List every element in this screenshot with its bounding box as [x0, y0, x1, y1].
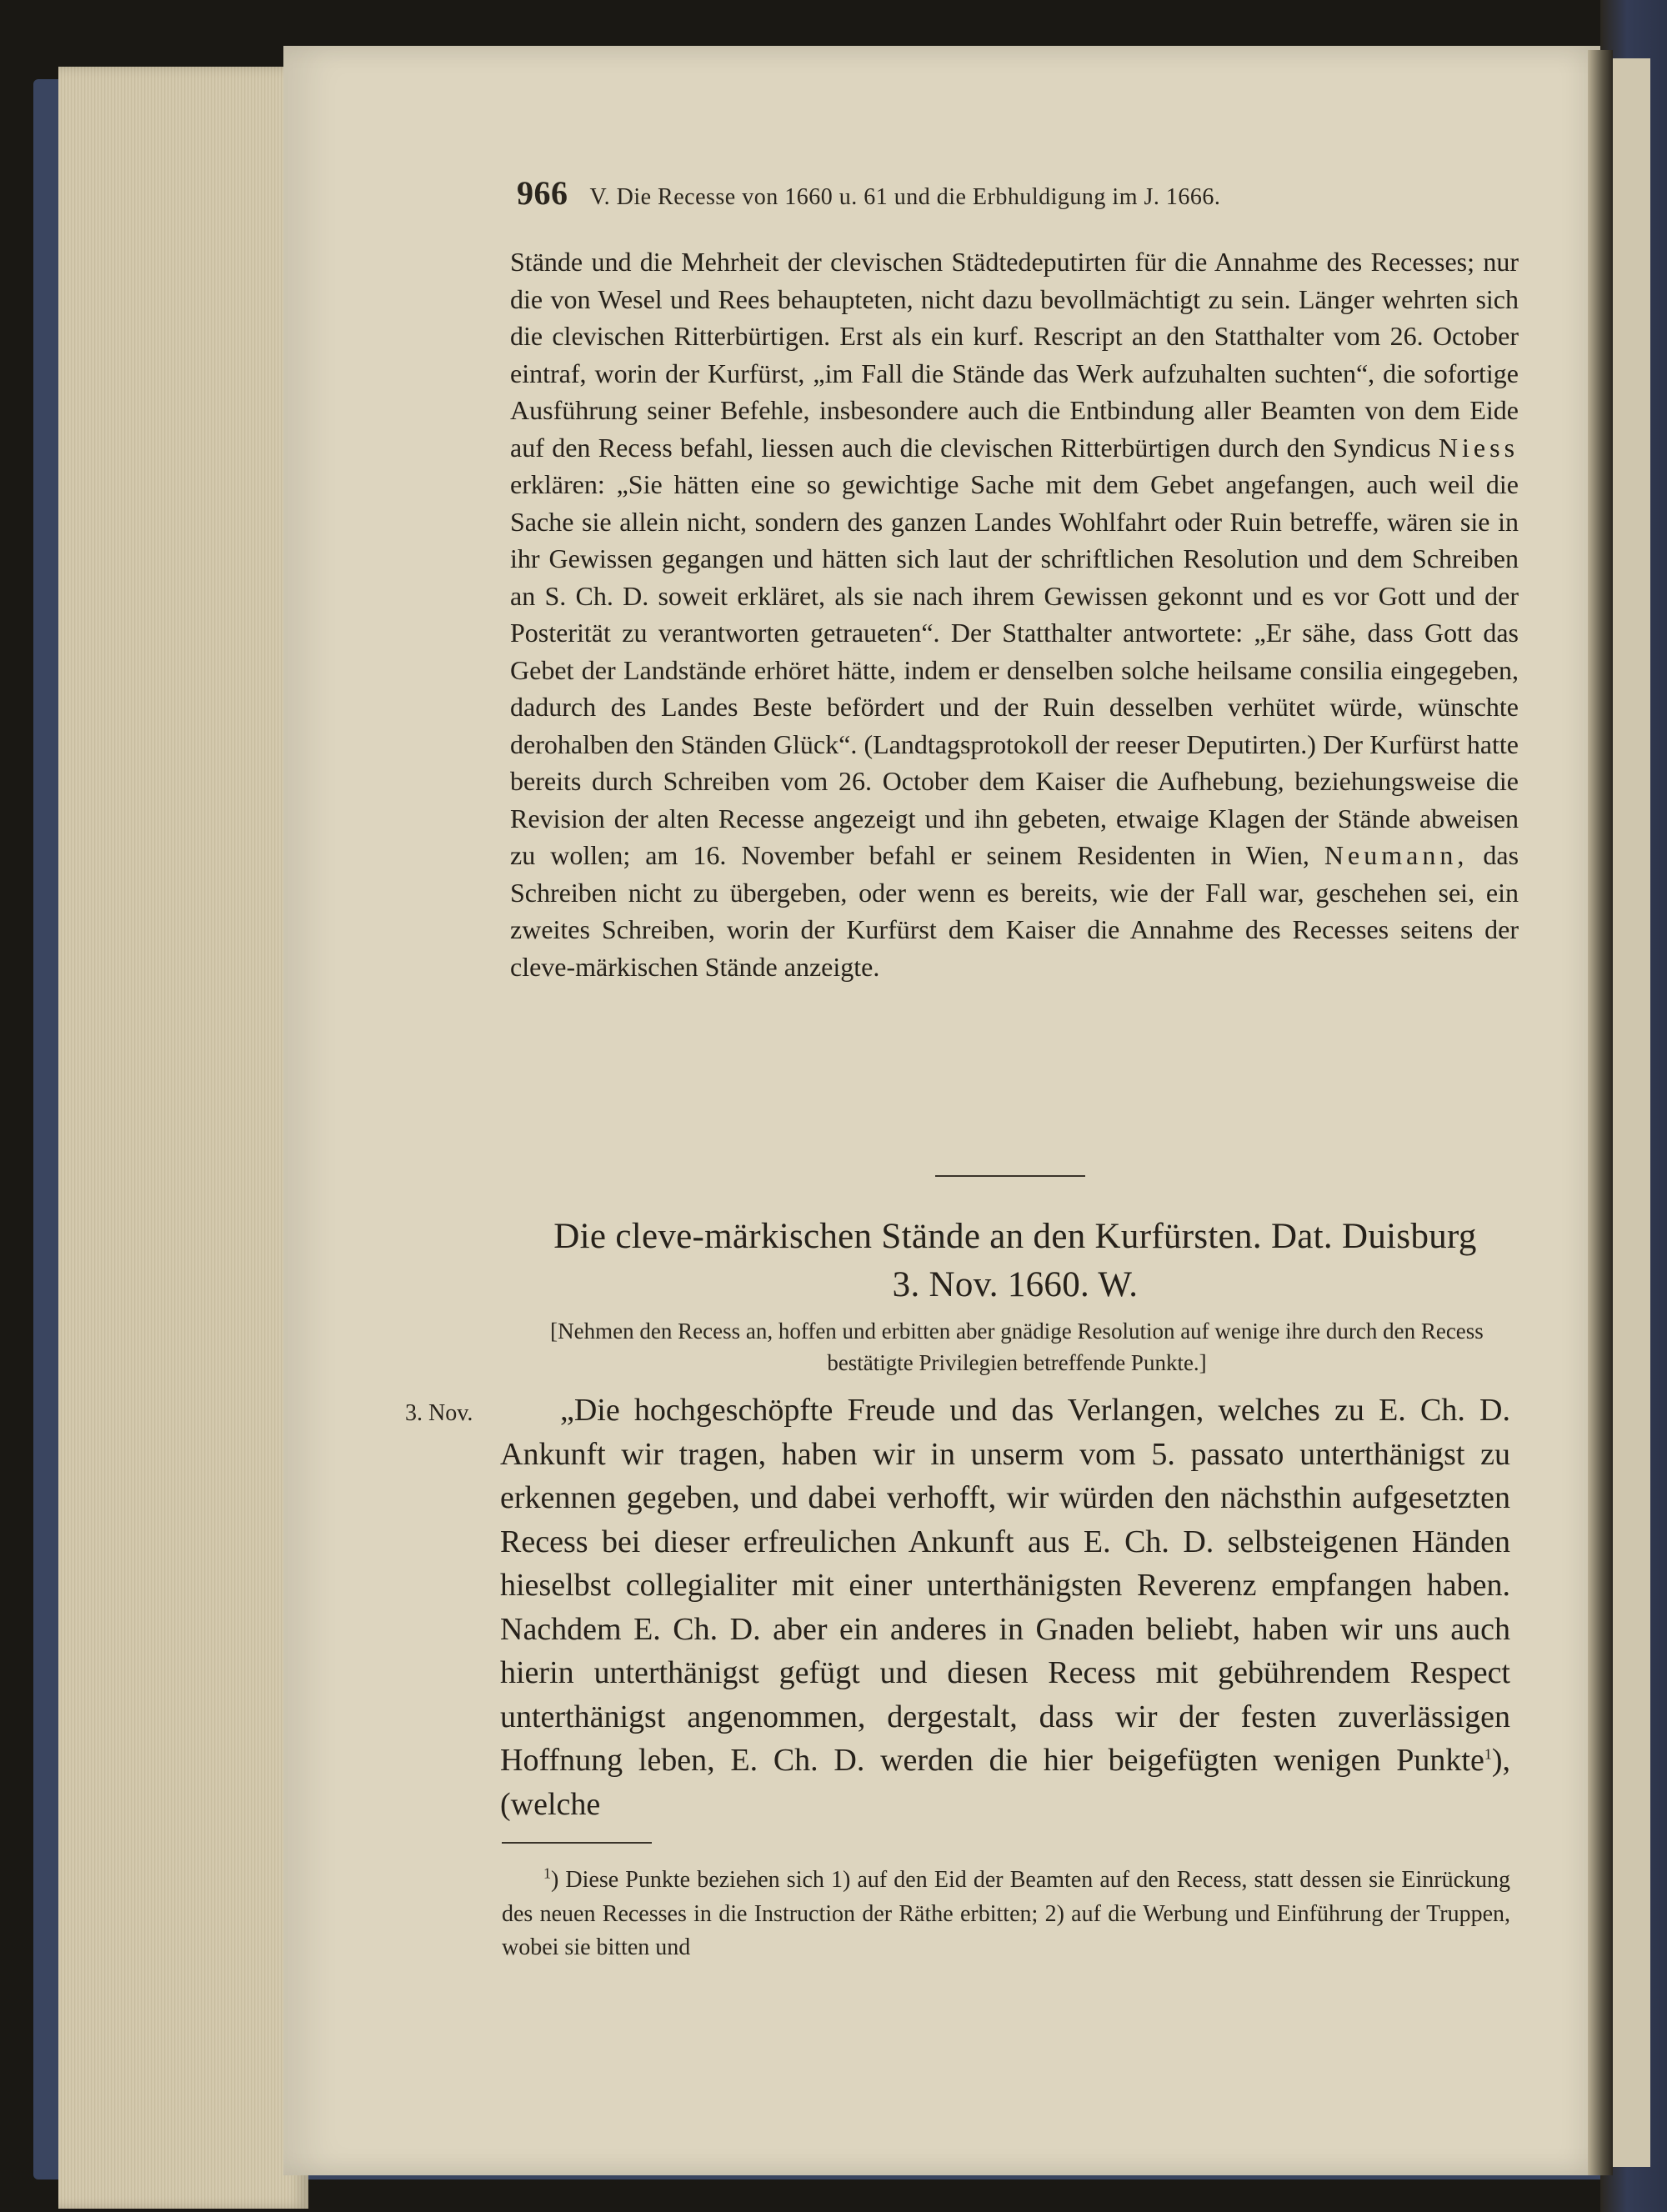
page-number: 966: [517, 174, 568, 212]
body-text-part-1: Stände und die Mehrheit der clevischen Städtedeputirten für die Annahme des Recesses; nur die von Wesel und Rees behaupteten, nicht dazu bevollmächtigt zu sein. Länger wehrten sich die clevischen Ritterbürtigen. Erst als ein kurf. Rescript an den Statthalter vom 26. October eintraf, worin der Kurfürst, „im Fall die Stände das Werk aufzuhalten suchten“, die sofortige Ausführung seiner Befehle, insbesondere auch die Entbindung aller Beamten von dem Eide auf den Recess befahl, liessen auch die clevischen Ritterbürtigen durch den Syndicus: [510, 247, 1519, 463]
footnote-divider: [502, 1842, 652, 1844]
body-text-part-2: erklären: „Sie hätten eine so gewichtige Sache mit dem Gebet angefangen, auch weil die Sache sie allein nicht, sondern des ganzen Landes Wohlfahrt oder Ruin betreffe, wären sie in ihr Gewissen gegangen und hätten sich laut der schriftlichen Resolution und dem Schreiben an S. Ch. D. soweit erkläret, als sie nach ihrem Gewissen gekonnt und es vor Gott und der Posterität zu verantworten getraueten“. Der Statthalter antwortete: „Er sähe, dass Gott das Gebet der Landstände erhöret hätte, indem er denselben solche heilsame consilia eingegeben, dadurch des Landes Beste befördert und der Ruin desselben verhütet würde, wünschte derohalben den Ständen Glück“. (Landtagsprotokoll der reeser Deputirten.) Der Kurfürst hatte bereits durch Schreiben vom 26. October dem Kaiser die Aufhebung, beziehungsweise die Revision der alten Recesse angezeigt und ihn gebeten, etwaige Klagen der Stände abweisen zu wollen; am 16. November befahl er seinem Residenten in Wien,: [510, 469, 1519, 870]
running-head: [517, 173, 1442, 213]
body-paragraph: [510, 243, 1519, 985]
document-heading-line-2: 3. Nov. 1660. W.: [892, 1265, 1139, 1304]
name-niess: Niess: [1438, 432, 1519, 463]
footnote-marker: 1: [543, 1864, 551, 1882]
body-text-part-3: das Schreiben nicht zu übergeben, oder wenn es bereits, wie der Fall war, geschehen sei, ein zweites Schreiben, worin der Kurfürst dem Kaiser die Annahme des Recesses seitens der cleve-märkischen Stände anzeigte.: [510, 840, 1519, 982]
facing-page-edge: [1613, 58, 1650, 2167]
letter-text-body: „Die hochgeschöpfte Freude und das Verlangen, welches zu E. Ch. D. Ankunft wir tragen, haben wir in unserm vom 5. passato unterthänigst zu erkennen gegeben, und dabei verhofft, wir würden den nächsthin aufgesetzten Recess bei dieser erfreulichen Ankunft aus E. Ch. D. selbsteigenen Händen hieselbst collegialiter mit einer unterthänigsten Reverenz empfangen haben. Nachdem E. Ch. D. aber ein anderes in Gnaden beliebt, haben wir uns auch hierin unterthänigst gefügt und diesen Recess mit gebührendem Respect unterthänigst angenommen, dergestalt, dass wir der festen zuverlässigen Hoffnung leben, E. Ch. D. werden die hier beigefügten wenigen Punkte: [500, 1393, 1510, 1778]
page-edges: [58, 67, 308, 2209]
document-heading-line-1: Die cleve-märkischen Stände an den Kurfürsten. Dat. Duisburg: [553, 1217, 1477, 1256]
footnote-text: ) Diese Punkte beziehen sich 1) auf den Eid der Beamten auf den Recess, statt dessen sie Einrückung des neuen Recesses in die Instruction der Räthe erbitten; 2) auf die Werbung und Einführung der Truppen, wobei sie bitten und: [502, 1867, 1510, 1960]
footnote-reference: 1: [1484, 1745, 1492, 1763]
running-head-title: V. Die Recesse von 1660 u. 61 und die Erbhuldigung im J. 1666.: [589, 184, 1221, 210]
document-summary: [Nehmen den Recess an, hoffen und erbitten aber gnädige Resolution auf wenige ihre durch den Recess bestätigte Privilegien betreffende Punkte.]: [550, 1319, 1484, 1375]
book-gutter: [1588, 50, 1613, 2175]
footnote: [502, 1864, 1510, 1965]
letter-text: [500, 1389, 1510, 1826]
section-divider: [935, 1175, 1085, 1177]
document-heading: [507, 1213, 1524, 1309]
name-neumann: Neumann,: [1324, 840, 1469, 870]
letter-text-end: ), (welche: [500, 1743, 1510, 1822]
margin-date: 3. Nov.: [405, 1400, 473, 1426]
